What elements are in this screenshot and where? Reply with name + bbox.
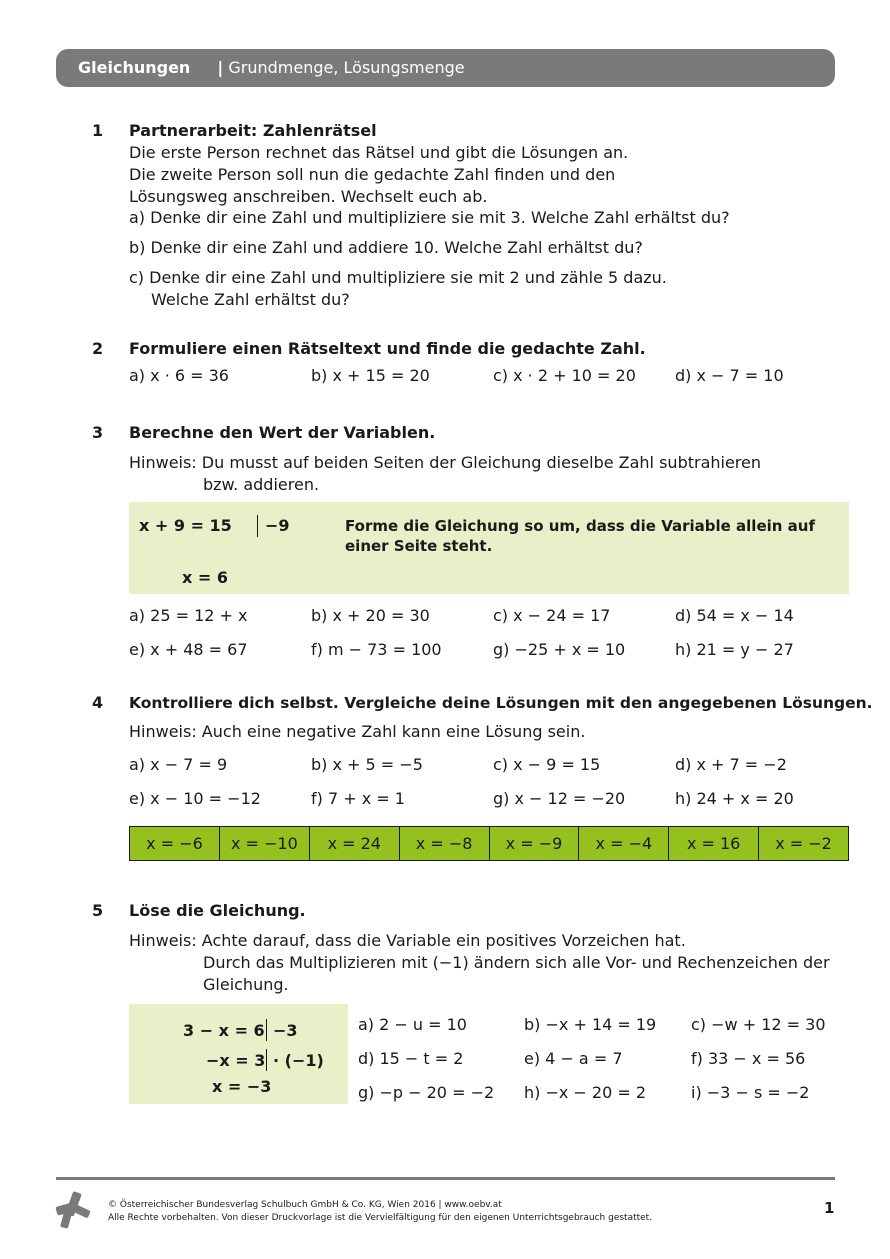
task-4-hint: Hinweis: Auch eine negative Zahl kann eine Lösung sein. (129, 722, 586, 741)
task-3-example-equation: x + 9 = 15 (139, 516, 232, 535)
task-3-example-note: Forme die Gleichung so um, dass die Variable allein auf (345, 517, 815, 535)
task-4-item: a) x − 7 = 9 (129, 755, 228, 774)
task-1-item-c: c) Denke dir eine Zahl und multipliziere sie mit 2 und zähle 5 dazu. (129, 268, 667, 287)
task-2-number: 2 (92, 339, 104, 358)
task-5-example-operation: · (−1) (273, 1051, 324, 1070)
task-3-item: e) x + 48 = 67 (129, 640, 248, 659)
task-1-number: 1 (92, 121, 104, 140)
task-5-item: c) −w + 12 = 30 (691, 1015, 826, 1034)
task-4-item: e) x − 10 = −12 (129, 789, 261, 808)
operation-bar (257, 515, 258, 537)
footer-divider (56, 1177, 835, 1180)
solution-cell: x = 24 (309, 827, 399, 861)
chapter-header (56, 49, 835, 87)
task-1-intro-line: Lösungsweg anschreiben. Wechselt euch ab. (129, 187, 488, 206)
solution-cell: x = −10 (219, 827, 309, 861)
solutions-table (129, 826, 849, 861)
page-number: 1 (824, 1199, 835, 1217)
operation-bar (266, 1019, 267, 1041)
task-4-item: b) x + 5 = −5 (311, 755, 423, 774)
task-5-title: Löse die Gleichung. (129, 901, 306, 920)
task-3-hint: Hinweis: Du musst auf beiden Seiten der Gleichung dieselbe Zahl subtrahieren (129, 453, 762, 472)
task-1-intro-line: Die zweite Person soll nun die gedachte Zahl finden und den (129, 165, 616, 184)
task-5-hint: Hinweis: Achte darauf, dass die Variable ein positives Vorzeichen hat. (129, 931, 686, 950)
task-4-item: h) 24 + x = 20 (675, 789, 794, 808)
task-5-example-line: 3 − x = 6 (183, 1021, 265, 1040)
task-5-hint-cont: Gleichung. (203, 975, 289, 994)
task-4-item: c) x − 9 = 15 (493, 755, 601, 774)
task-3-item: b) x + 20 = 30 (311, 606, 430, 625)
footer-rights: Alle Rechte vorbehalten. Von dieser Druckvorlage ist die Vervielfältigung für den eigenen Unterrichtsgebrauch gestattet. (108, 1213, 653, 1223)
task-1-title: Partnerarbeit: Zahlenrätsel (129, 121, 377, 140)
task-5-item: i) −3 − s = −2 (691, 1083, 810, 1102)
task-3-item: g) −25 + x = 10 (493, 640, 626, 659)
task-1-intro-line: Die erste Person rechnet das Rätsel und gibt die Lösungen an. (129, 143, 629, 162)
task-4-item: g) x − 12 = −20 (493, 789, 626, 808)
task-3-hint-cont: bzw. addieren. (203, 475, 320, 494)
task-3-item: h) 21 = y − 27 (675, 640, 794, 659)
task-3-item: d) 54 = x − 14 (675, 606, 794, 625)
task-5-item: h) −x − 20 = 2 (524, 1083, 647, 1102)
task-5-example-operation: −3 (273, 1021, 298, 1040)
task-1-item-a: a) Denke dir eine Zahl und multipliziere sie mit 3. Welche Zahl erhältst du? (129, 208, 730, 227)
task-3-example-operation: −9 (265, 516, 290, 535)
task-4-title: Kontrolliere dich selbst. Vergleiche deine Lösungen mit den angegebenen Lösungen. (129, 694, 873, 712)
footer-copyright: © Österreichischer Bundesverlag Schulbuch GmbH & Co. KG, Wien 2016 | www.oebv.at (108, 1200, 502, 1210)
task-3-item: c) x − 24 = 17 (493, 606, 611, 625)
task-3-item: f) m − 73 = 100 (311, 640, 442, 659)
chapter-subtitle: Grundmenge, Lösungsmenge (228, 58, 465, 77)
task-4-item: f) 7 + x = 1 (311, 789, 405, 808)
task-5-item: b) −x + 14 = 19 (524, 1015, 657, 1034)
solution-cell: x = 16 (669, 827, 759, 861)
solution-cell: x = −4 (579, 827, 669, 861)
solution-cell: x = −9 (489, 827, 579, 861)
operation-bar (266, 1049, 267, 1071)
task-5-item: d) 15 − t = 2 (358, 1049, 464, 1068)
task-2-item: c) x · 2 + 10 = 20 (493, 366, 636, 385)
task-3-number: 3 (92, 423, 104, 442)
task-3-title: Berechne den Wert der Variablen. (129, 423, 436, 442)
task-5-number: 5 (92, 901, 104, 920)
task-5-item: f) 33 − x = 56 (691, 1049, 806, 1068)
chapter-title: Gleichungen (78, 58, 191, 77)
task-2-item: a) x · 6 = 36 (129, 366, 229, 385)
task-2-item: b) x + 15 = 20 (311, 366, 430, 385)
task-3-example-result: x = 6 (182, 568, 228, 587)
solutions-row (130, 827, 849, 861)
task-5-hint-cont: Durch das Multiplizieren mit (−1) ändern sich alle Vor- und Rechenzeichen der (203, 953, 830, 972)
task-4-item: d) x + 7 = −2 (675, 755, 787, 774)
task-1-item-c-cont: Welche Zahl erhältst du? (151, 290, 350, 309)
header-separator: | (217, 58, 224, 77)
task-2-item: d) x − 7 = 10 (675, 366, 784, 385)
task-5-example-line: −x = 3 (206, 1051, 266, 1070)
task-1-item-b: b) Denke dir eine Zahl und addiere 10. Welche Zahl erhältst du? (129, 238, 643, 257)
task-5-example-result: x = −3 (212, 1077, 272, 1096)
solution-cell: x = −8 (399, 827, 489, 861)
task-5-item: a) 2 − u = 10 (358, 1015, 467, 1034)
task-5-item: g) −p − 20 = −2 (358, 1083, 495, 1102)
task-4-number: 4 (92, 693, 104, 712)
task-2-title: Formuliere einen Rätseltext und finde die gedachte Zahl. (129, 339, 646, 358)
task-3-example-note: einer Seite steht. (345, 537, 493, 555)
task-5-item: e) 4 − a = 7 (524, 1049, 623, 1068)
solution-cell: x = −6 (130, 827, 220, 861)
task-3-item: a) 25 = 12 + x (129, 606, 248, 625)
solution-cell: x = −2 (759, 827, 849, 861)
publisher-logo-icon (54, 1190, 94, 1230)
